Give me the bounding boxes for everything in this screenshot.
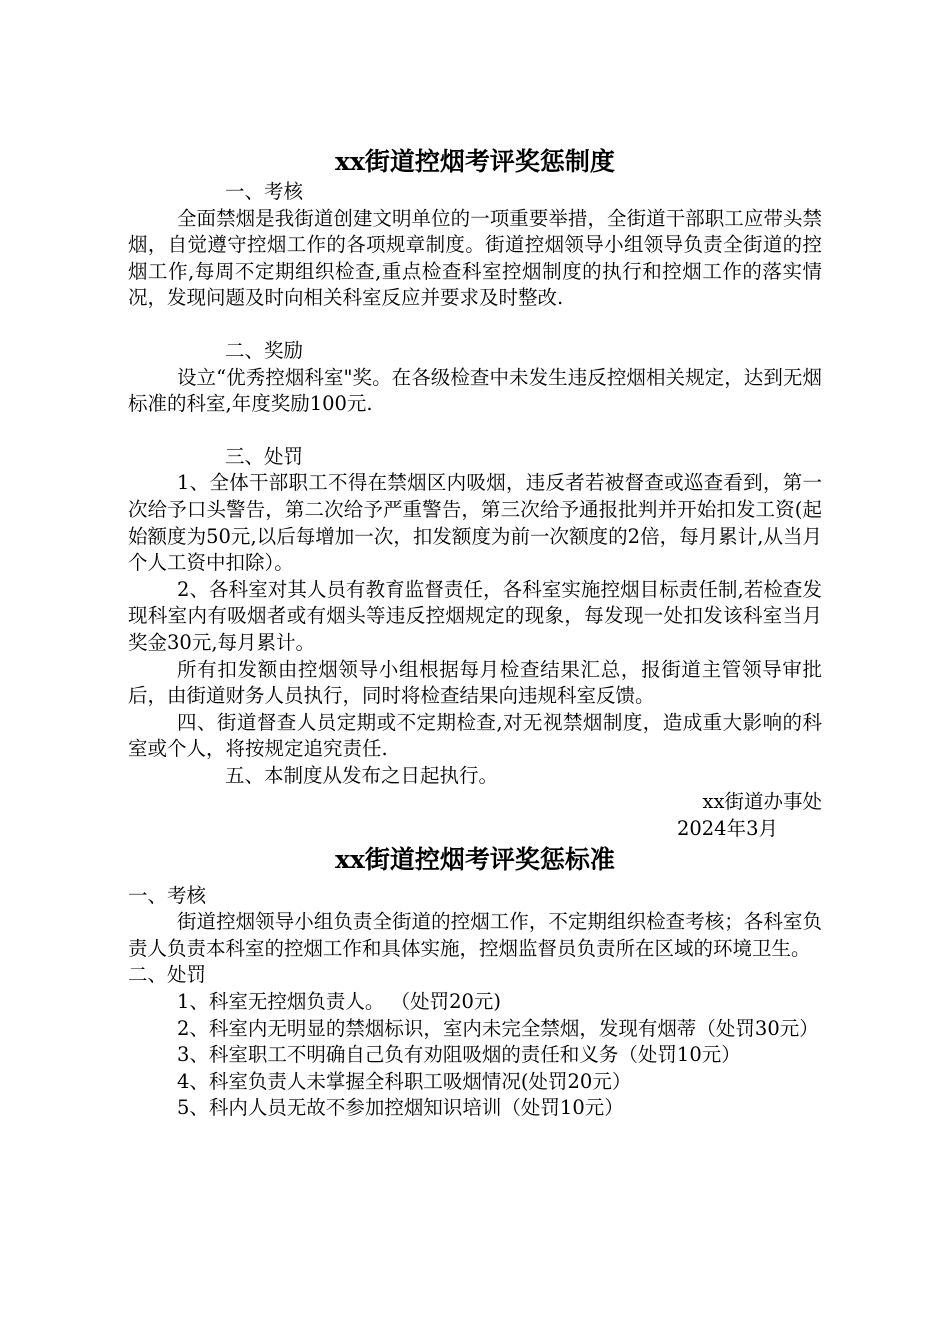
spacer bbox=[128, 312, 822, 338]
section-heading-reward: 二、奖励 bbox=[225, 338, 304, 362]
list-item: 4、科室负责人未掌握全科职工吸烟情况(处罚20元） bbox=[177, 1069, 632, 1093]
section-heading-penalty-2: 二、处罚 bbox=[128, 963, 207, 987]
section-heading-assessment: 一、考核 bbox=[225, 180, 304, 203]
paragraph-reward: 设立“优秀控烟科室"奖。在各级检查中未发生违反控烟相关规定，达到无烟标准的科室,年度奖励100元. bbox=[128, 365, 822, 416]
list-item: 1、科室无控烟负责人。 （处罚20元) bbox=[177, 990, 502, 1014]
paragraph-section-5: 五、本制度从发布之日起执行。 bbox=[225, 763, 499, 787]
paragraph-assessment-2: 街道控烟领导小组负责全街道的控烟工作，不定期组织检查考核；各科室负责人负责本科室的控烟工作和具体实施，控烟监督员负责所在区域的环境卫生。 bbox=[128, 910, 822, 960]
paragraph-penalty-2: 2、各科室对其人员有教育监督责任，各科室实施控烟目标责任制,若检查发现科室内有吸烟者或有烟头等违反控烟规定的现象，每发现一处扣发该科室当月奖金30元,每月累计。 bbox=[128, 577, 822, 654]
list-item: 5、科内人员无故不参加控烟知识培训（处罚10元） bbox=[177, 1096, 624, 1120]
paragraph-section-4: 四、街道督查人员定期或不定期检查,对无视禁烟制度，造成重大影响的科室或个人，将按规定追究责任. bbox=[128, 710, 822, 761]
section-heading-penalty: 三、处罚 bbox=[225, 444, 304, 468]
list-item: 3、科室职工不明确自己负有劝阻吸烟的责任和义务（处罚10元） bbox=[177, 1043, 741, 1067]
spacer bbox=[128, 418, 822, 444]
document-title-rules: xx街道控烟考评奖惩制度 bbox=[335, 147, 615, 176]
document-title-standards: xx街道控烟考评奖惩标准 bbox=[335, 844, 615, 874]
signer: xx街道办事处 bbox=[702, 790, 822, 814]
paragraph-penalty-1: 1、全体干部职工不得在禁烟区内吸烟，违反者若被督查或巡查看到，第一次给予口头警告，第二次给予严重警告，第三次给予通报批判并开始扣发工资(起始额度为50元,以后每增加一次，扣发额度为前一次额度的2倍，每月累计,从当月个人工资中扣除）。 bbox=[128, 471, 822, 575]
paragraph-penalty-3: 所有扣发额由控烟领导小组根据每月检查结果汇总，报街道主管领导审批后，由街道财务人员执行，同时将检查结果向违规科室反馈。 bbox=[128, 657, 822, 708]
paragraph-assessment: 全面禁烟是我街道创建文明单位的一项重要举措，全街道干部职工应带头禁烟，自觉遵守控烟工作的各项规章制度。街道控烟领导小组领导负责全街道的控烟工作,每周不定期组织检查,重点检查科室控烟制度的执行和控烟工作的落实情况，发现问题及时向相关科室反应并要求及时整改. bbox=[128, 206, 822, 310]
date: 2024年3月 bbox=[676, 817, 778, 841]
document-page bbox=[128, 145, 822, 1122]
section-heading-assessment-2: 一、考核 bbox=[128, 883, 207, 907]
list-item: 2、科室内无明显的禁烟标识，室内未完全禁烟，发现有烟蒂（处罚30元） bbox=[177, 1016, 819, 1040]
